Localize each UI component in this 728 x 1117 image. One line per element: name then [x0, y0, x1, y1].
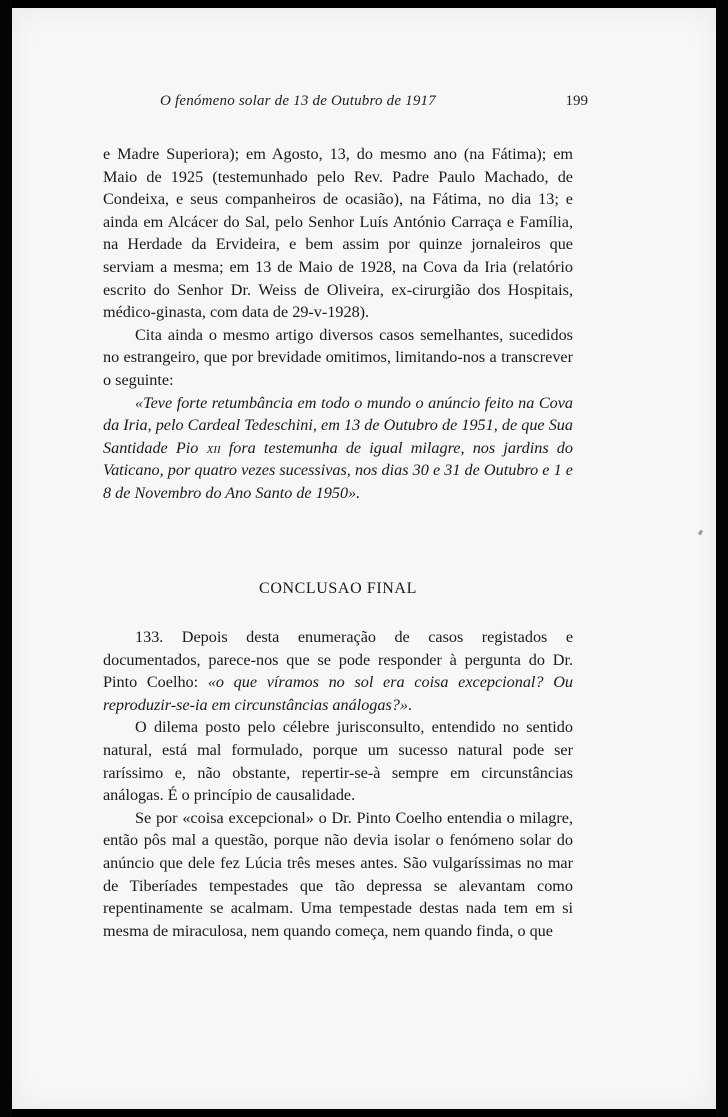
section-heading: CONCLUSAO FINAL: [259, 580, 417, 597]
running-title: O fenómeno solar de 13 de Outubro de 1917: [160, 93, 436, 109]
page-number: 199: [565, 93, 588, 109]
quote-roman-numeral: xii: [206, 438, 221, 457]
paragraph-133: [103, 626, 573, 716]
scan-border-right: [716, 0, 728, 1117]
block-quote: [103, 392, 573, 505]
paragraph-se-por: Se por «coisa excepcional» o Dr. Pinto Coelho entendia o milagre, então pôs mal a questão, porque não devia isolar o fenómeno solar do anúncio que dele fez Lúcia três meses antes. São vulgaríssimas no mar de Tiberíades tempestades que tão depressa se alevantam como repentinamente se acalmam. Uma tempestade destas nada tem em si mesma de miraculosa, nem quando começa, nem quando finda, o que: [103, 808, 573, 940]
scan-border-left: [0, 0, 12, 1117]
paragraph-133-quote: «o que víramos no sol era coisa excepcional? Ou reproduzir-se-ia em circunstâncias análogas?»: [103, 673, 573, 714]
paragraph-dilema: O dilema posto pelo célebre jurisconsulto, entendido no sentido natural, está mal formulado, porque um sucesso natural pode ser raríssimo e, não obstante, repertir-se-à sempre em circunstâncias análogas. É o princípio de causalidade.: [103, 718, 573, 805]
paragraph-133-text: 133. Depois desta enumeração de casos registados e documentados, parece-nos que se pode responder à pergunta do Dr. Pinto Coelho:: [103, 628, 573, 692]
paragraph-continuation: e Madre Superiora); em Agosto, 13, do mesmo ano (na Fátima); em Maio de 1925 (testemunhado pelo Rev. Padre Paulo Machado, de Condeixa, e seus companheiros de ocasião), na Fátima, no dia 13; e ainda em Alcácer do Sal, pelo Senhor Luís António Carraça e Família, na Herdade da Ervideira, e bem assim por quinze jornaleiros que serviam a mesma; em 13 de Maio de 1928, na Cova da Iria (relatório escrito do Senhor Dr. Weiss de Oliveira, ex-cirurgião dos Hospitais, médico-ginasta, com data de 29-v-1928).: [103, 145, 573, 322]
running-header: [160, 93, 588, 110]
body-text-upper: [103, 143, 573, 505]
body-text-lower: [103, 626, 573, 942]
quote-part-2: fora testemunha de igual milagre, nos jardins do Vaticano, por quatro vezes sucessivas, nos dias 30 e 31 de Outubro e 1 e 8 de Novembro do Ano Santo de 1950».: [103, 438, 573, 502]
quote-part-1: «Teve forte retumbância em todo o mundo o anúncio feito na Cova da Iria, pelo Cardeal Tedeschini, em 13 de Outubro de 1951, de que Sua Santidade Pio: [103, 393, 573, 457]
paragraph-133-end: .: [407, 695, 413, 714]
paragraph-cita: Cita ainda o mesmo artigo diversos casos semelhantes, sucedidos no estrangeiro, que por brevidade omitimos, limitando-nos a transcrever o seguinte:: [103, 325, 573, 389]
